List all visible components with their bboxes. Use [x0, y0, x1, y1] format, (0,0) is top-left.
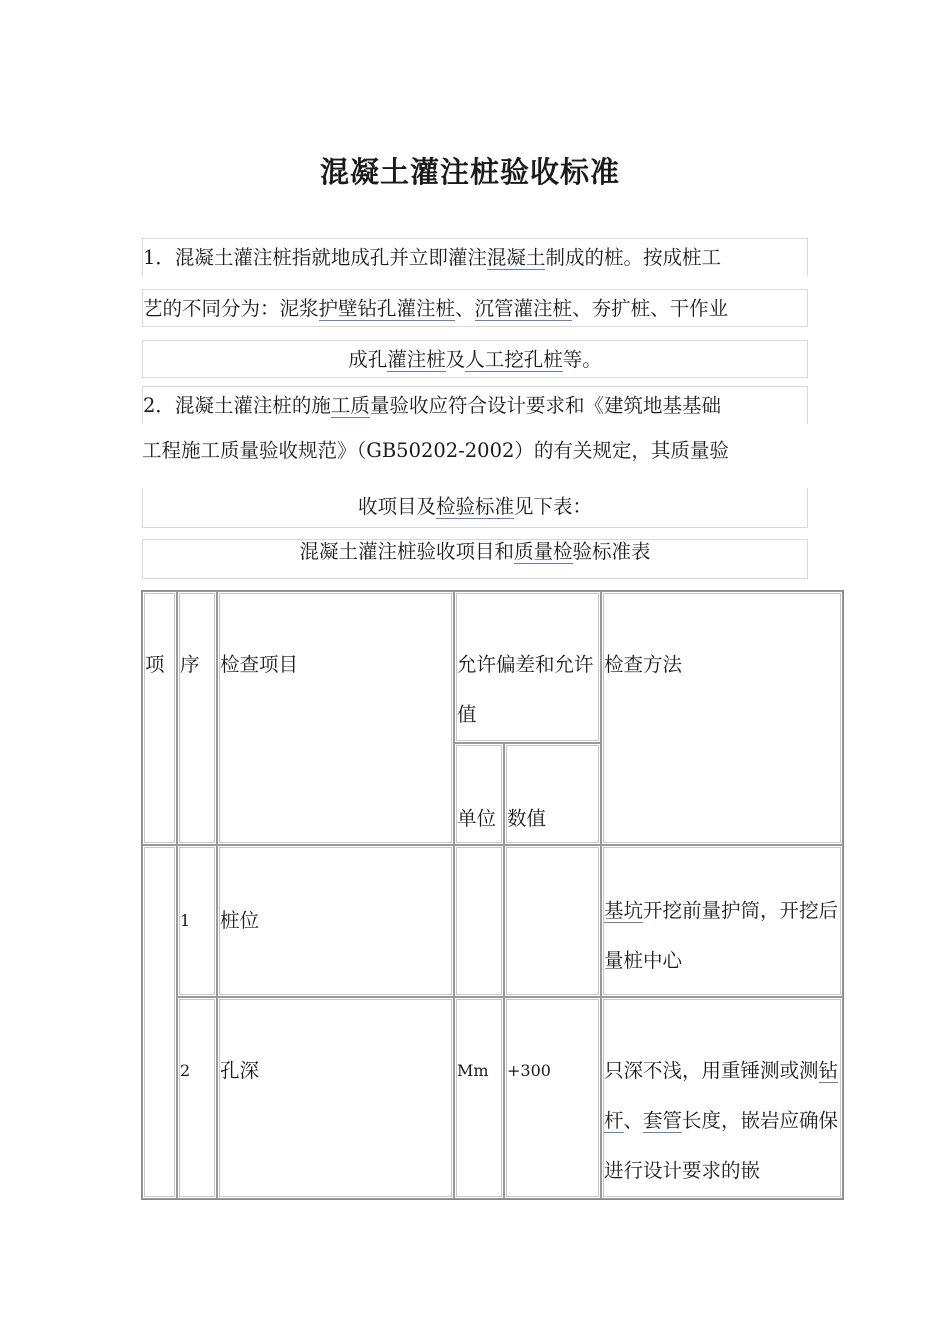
table-row — [142, 997, 843, 1199]
text: 艺的不同分为：泥浆 — [143, 297, 319, 320]
check-item-cell: 孔深 — [217, 997, 454, 1199]
table-header-row — [142, 591, 843, 743]
unit-cell — [454, 845, 504, 997]
text: 验标准表 — [572, 540, 651, 563]
acceptance-standard-table — [141, 590, 844, 1200]
header-unit: 单位 — [454, 743, 504, 845]
text: 开挖前量护筒，开挖后量桩中心 — [604, 899, 839, 972]
seq-cell: 2 — [177, 997, 217, 1199]
underlined-term: 灌注桩 — [387, 348, 446, 371]
text: 制成的桩。按成桩工 — [545, 246, 721, 269]
text: 只深不浅，用重锤测或测 — [604, 1059, 819, 1082]
value-cell — [504, 845, 601, 997]
text: 1．混凝土灌注桩指就地成孔并立即灌注 — [143, 246, 487, 269]
underlined-term: 护壁钻孔灌注桩 — [318, 297, 456, 320]
header-value: 数值 — [504, 743, 601, 845]
table-caption — [142, 539, 808, 579]
text: 成孔 — [348, 348, 388, 371]
text: 收项目及 — [357, 495, 436, 518]
page-title: 混凝土灌注桩验收标准 — [319, 155, 620, 189]
text: 2．混凝土灌注桩的施 — [143, 394, 331, 417]
paragraph-2-line-1 — [142, 386, 808, 424]
text: 、夯扩桩、干作业 — [572, 297, 729, 320]
text: 见下表： — [514, 495, 593, 518]
underlined-term: 钻杆 — [604, 1059, 839, 1132]
method-cell — [601, 997, 843, 1199]
item-cell — [142, 845, 177, 1199]
underlined-term: 人工挖孔桩 — [465, 348, 563, 371]
underlined-term: 检验标准 — [435, 495, 514, 518]
underlined-term: 混凝土 — [486, 246, 546, 269]
seq-cell: 1 — [177, 845, 217, 997]
method-cell — [601, 845, 843, 997]
paragraph-1-line-1 — [142, 238, 808, 276]
header-item: 项 — [142, 591, 177, 845]
unit-cell: Mm — [454, 997, 504, 1199]
text: 等。 — [562, 348, 602, 371]
text: 混凝土灌注桩验收项目和 — [299, 540, 514, 563]
check-item-cell: 桩位 — [217, 845, 454, 997]
header-tolerance: 允许偏差和允许值 — [454, 591, 601, 743]
paragraph-1-line-2 — [142, 289, 808, 327]
value-cell: +300 — [504, 997, 601, 1199]
underlined-term: 质量检 — [513, 540, 573, 563]
text: 工程施工质量验收规范》（GB50202-2002）的有关规定，其质量验 — [142, 439, 729, 462]
header-check-item: 检查项目 — [217, 591, 454, 845]
text: 、 — [455, 297, 475, 320]
paragraph-2-line-3 — [142, 488, 808, 528]
header-method: 检查方法 — [601, 591, 843, 845]
underlined-term: 套管 — [643, 1109, 683, 1132]
underlined-term: 基坑 — [604, 899, 644, 922]
text: 长度，嵌岩应确保进行设计要求的嵌 — [604, 1109, 839, 1182]
paragraph-2-line-2 — [142, 432, 808, 470]
paragraph-1-line-3 — [142, 340, 808, 378]
text: 、 — [623, 1109, 644, 1132]
text: 及 — [445, 348, 466, 371]
header-seq: 序 — [177, 591, 217, 845]
text: 量验收应符合设计要求和《建筑地基基础 — [369, 394, 721, 417]
underlined-term: 工质 — [330, 394, 370, 417]
underlined-term: 沉管灌注桩 — [474, 297, 573, 320]
table-row — [142, 845, 843, 997]
